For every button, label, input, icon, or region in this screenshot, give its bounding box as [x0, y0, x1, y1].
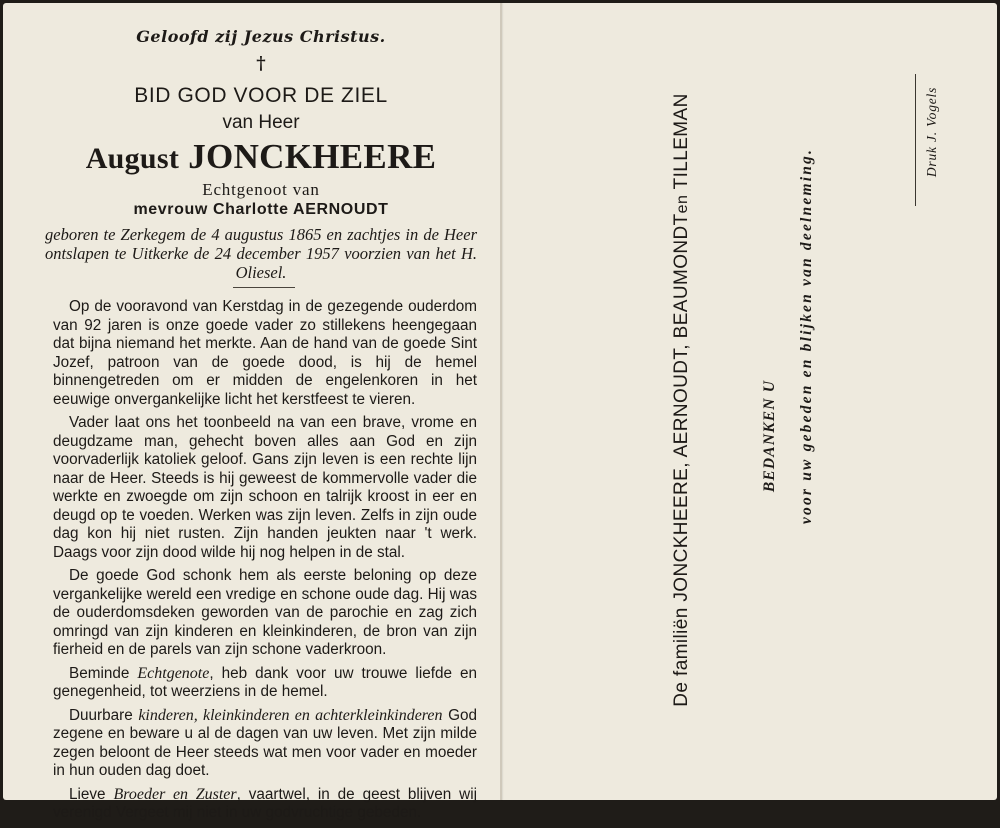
- paragraph: De goede God schonk hem als eerste beloning op deze vergankelijke wereld een vredige en schone oude dag. Hij was de ouderdomsdeken geworden van de parochie en zag zich omringd van zijn kinderen en kleinkinderen, de bron van zijn fierheid en de parels van zijn schone vaderkroon.: [53, 567, 477, 658]
- cross-icon: †: [256, 53, 266, 74]
- spouse-prefix: mevrouw Charlotte: [133, 201, 289, 218]
- birth-death-text: geboren te Zerkegem de 4 augustus 1865 en zachtjes in de Heer ontslapen te Uitkerke de 24 december 1957 voorzien van het H. Oliesel.: [45, 225, 477, 282]
- divider: [233, 287, 295, 288]
- paragraph: [53, 665, 477, 702]
- title-prefix: van Heer: [222, 112, 300, 133]
- families-prefix: De familiën: [671, 607, 692, 707]
- fold-line: [500, 3, 502, 800]
- paragraph: [53, 707, 477, 781]
- paragraph-text: God zegene en beware u al de dagen van uw leven. Met zijn milde zegen beloont de Heer steeds wat men voor vader en moeder in hun ouden dag doet.: [53, 706, 477, 779]
- deceased-name: [3, 137, 519, 177]
- deceased-last-name: JONCKHEERE: [188, 137, 437, 176]
- families-line: [671, 93, 693, 706]
- deceased-first-name: August: [85, 142, 180, 175]
- thanks-reason: voor uw gebeden en blijken van deelneming.: [798, 147, 815, 525]
- invocation-text: Geloofd zij Jezus Christus.: [136, 27, 386, 46]
- thanks-heading: BEDANKEN U: [761, 379, 778, 493]
- memorial-card: [3, 3, 997, 821]
- paragraph-text: , vaartwel, in de geest blijven wij verenigd Vergeet mij niet in uw godvruchtige gebeden.: [53, 785, 477, 821]
- left-panel: [3, 3, 499, 821]
- family-name: JONCKHEERE,: [671, 462, 692, 602]
- family-name: AERNOUDT,: [671, 344, 692, 458]
- printer-credit: Druk J. Vogels: [924, 86, 939, 178]
- paragraph-emphasis: kinderen, kleinkinderen en achterkleinkinderen: [138, 706, 443, 724]
- paragraph: Op de vooravond van Kerstdag in de gezegende ouderdom van 92 jaren is onze goede vader zo stillekens heengegaan dat bijna niemand het merkte. Aan de hand van de goede Sint Jozef, patroon van de goede dood, is hij de hemel binnengetreden om er midden de engelenkoren in het eeuwige onvergankelijke licht het kerstfeest te vieren.: [53, 298, 477, 408]
- spouse-name: [3, 201, 519, 219]
- paragraph-text: , heb dank voor uw trouwe liefde en genegenheid, tot weerziens in de hemel.: [53, 664, 477, 700]
- family-name: BEAUMONDT: [671, 213, 692, 339]
- paragraph: Vader laat ons het toonbeeld na van een brave, vrome en deugdzame man, gehecht boven alles aan God en zijn voorvaderlijk katoliek geloof. Gans zijn leven is een rechte lijn naar de Heer. Steeds is hij geweest de kommervolle vader die werkte en zwoegde om zijn schoon en talrijk kroost in eer en deugd op te voeden. Werken was zijn leven. Zelfs in zijn oude dag kon hij niet rusten. Zijn handen jeukten naar 't werk. Daags voor zijn dood wilde hij nog helpen in de stal.: [53, 414, 477, 561]
- paragraph-emphasis: Echtgenote: [137, 664, 210, 682]
- paragraph-text: Lieve: [69, 785, 114, 803]
- paragraph-emphasis: Broeder en Zuster: [113, 785, 237, 803]
- spouse-relation: Echtgenoot van: [202, 180, 320, 199]
- spouse-surname: AERNOUDT: [293, 201, 389, 218]
- memorial-text: [53, 298, 477, 828]
- paragraph-text: Beminde: [69, 664, 138, 682]
- paragraph-text: Duurbare: [69, 706, 139, 724]
- paragraph: [53, 786, 477, 823]
- family-name: TILLEMAN: [671, 93, 692, 190]
- families-and: en: [674, 194, 691, 214]
- printer-divider: [915, 74, 916, 206]
- prayer-request: BID GOD VOOR DE ZIEL: [134, 84, 388, 107]
